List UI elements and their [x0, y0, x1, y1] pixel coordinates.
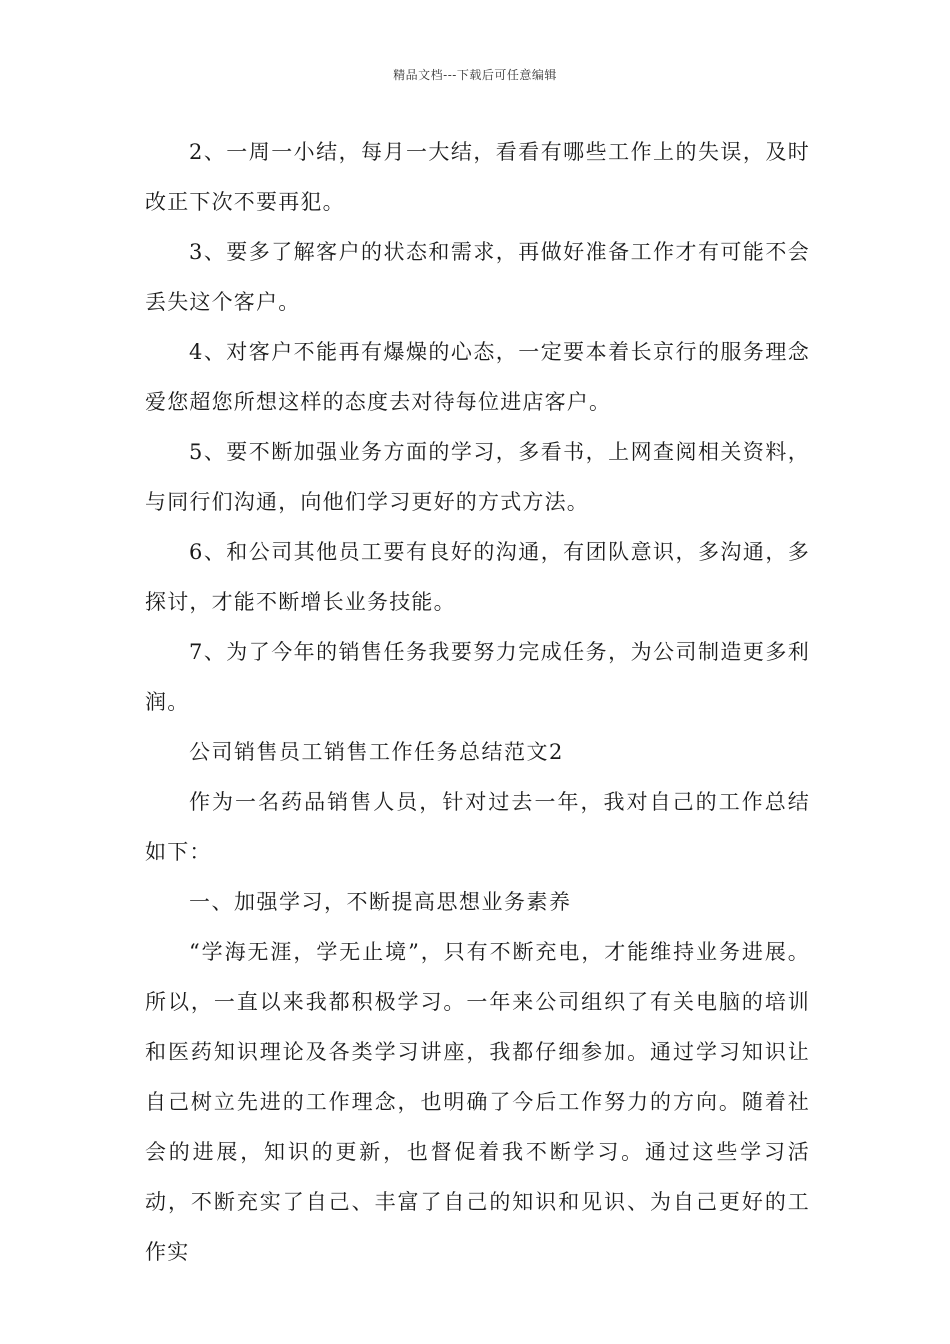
page-header: 精品文档---下载后可任意编辑: [393, 68, 557, 82]
intro-paragraph: 作为一名药品销售人员，针对过去一年，我对自己的工作总结如下：: [145, 790, 810, 864]
paragraph-item-7: 7、为了今年的销售任务我要努力完成任务，为公司制造更多利润。: [145, 640, 810, 714]
paragraph-item-3: 3、要多了解客户的状态和需求，再做好准备工作才有可能不会丢失这个客户。: [145, 240, 810, 314]
section-title: 公司销售员工销售工作任务总结范文2: [189, 740, 564, 764]
paragraph-item-4: 4、对客户不能再有爆燥的心态，一定要本着长京行的服务理念爱您超您所想这样的态度去对待每位进店客户。: [145, 340, 810, 414]
document-body: [145, 127, 810, 1277]
paragraph-item-2: 2、一周一小结，每月一大结，看看有哪些工作上的失误，及时改正下次不要再犯。: [145, 140, 810, 214]
paragraph-item-6: 6、和公司其他员工要有良好的沟通，有团队意识，多沟通，多探讨，才能不断增长业务技能。: [145, 540, 810, 614]
subsection-heading: 一、加强学习，不断提高思想业务素养: [189, 890, 572, 914]
body-paragraph: “学海无涯，学无止境”，只有不断充电，才能维持业务进展。所以，一直以来我都积极学习。一年来公司组织了有关电脑的培训和医药知识理论及各类学习讲座，我都仔细参加。通过学习知识让自己树立先进的工作理念，也明确了今后工作努力的方向。随着社会的进展，知识的更新，也督促着我不断学习。通过这些学习活动，不断充实了自己、丰富了自己的知识和见识、为自己更好的工作实: [145, 940, 810, 1264]
paragraph-item-5: 5、要不断加强业务方面的学习，多看书，上网查阅相关资料，与同行们沟通，向他们学习更好的方式方法。: [145, 440, 810, 514]
